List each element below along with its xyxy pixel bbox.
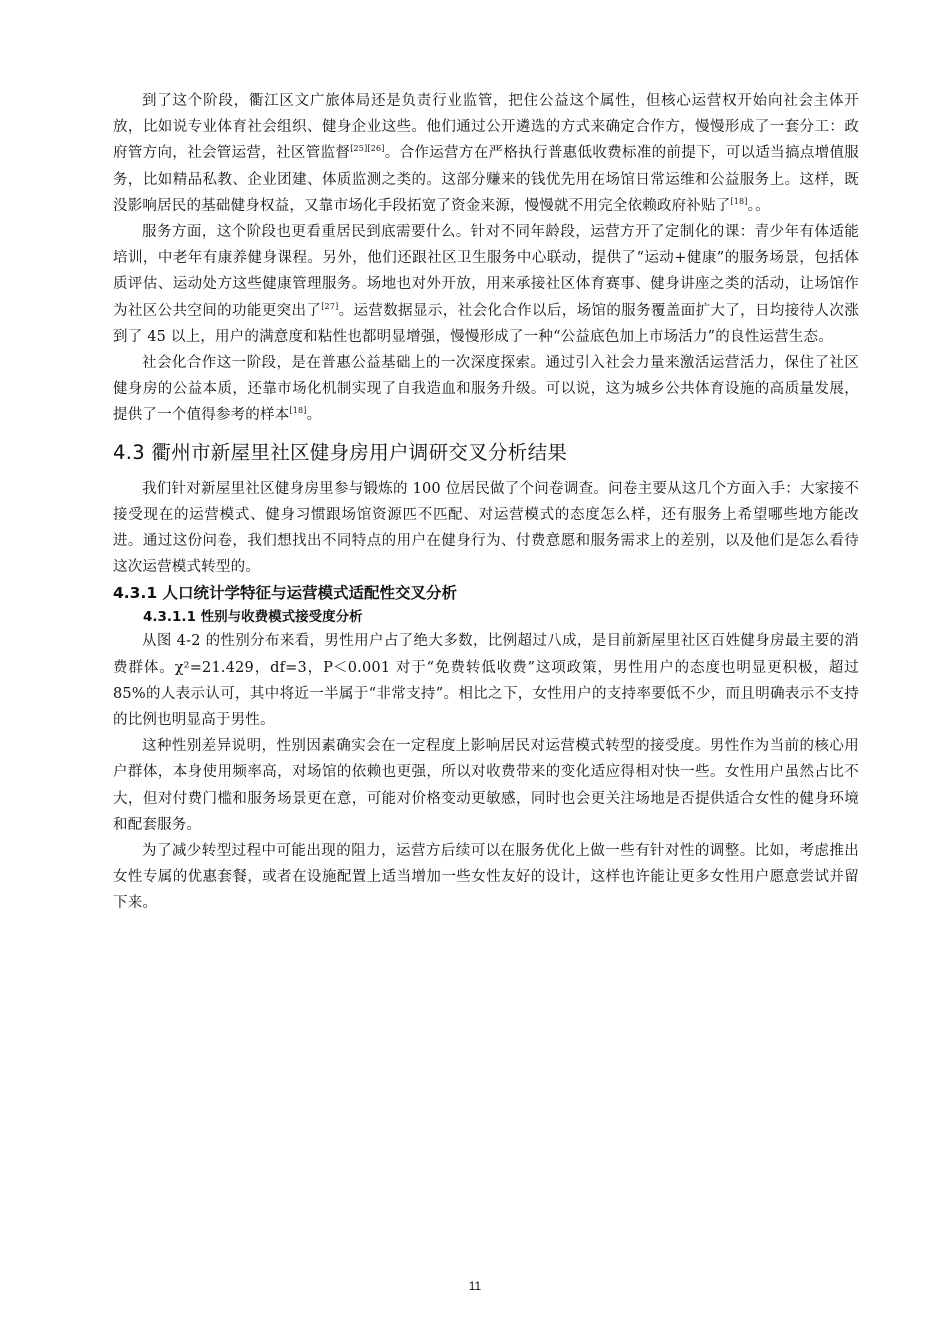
paragraph-text: 。运营数据显示，社会化合作以后，场馆的服务覆盖面扩大了，日均接待人次涨到了 45 以上，用户的满意度和粘性也都明显增强，慢慢形成了一种“公益底色加上市场活力”的良性运营生态。 bbox=[113, 302, 859, 345]
document-page bbox=[113, 88, 859, 917]
paragraph-service-optimization: 为了减少转型过程中可能出现的阻力，运营方后续可以在服务优化上做一些有针对性的调整。比如，考虑推出女性专属的优惠套餐，或者在设施配置上适当增加一些女性友好的设计，这样也许能让更多女性用户愿意尝试并留下来。 bbox=[113, 843, 859, 912]
paragraph-text: 。 bbox=[306, 407, 322, 424]
paragraph-text: 。合作运营方在严格执行普惠低收费标准的前提下，可以适当搞点增值服务，比如精品私教、企业团建、体质监测之类的。这部分赚来的钱优先用在场馆日常运维和公益服务上。这样，既没影响居民的基础健身权益，又靠市场化手段拓宽了资金来源，慢慢就不用完全依赖政府补贴了 bbox=[113, 145, 859, 214]
page-number: 11 bbox=[468, 1279, 482, 1293]
paragraph-text: 到了这个阶段，衢江区文广旅体局还是负责行业监管，把住公益这个属性，但核心运营权开始向社会主体开放，比如说专业体育社会组织、健身企业这些。他们通过公开遴选的方式来确定合作方，慢慢形成了一套分工：政府管方向，社会管运营，社区管监督 bbox=[113, 93, 859, 162]
paragraph-services bbox=[113, 219, 859, 350]
paragraph-gender-difference: 这种性别差异说明，性别因素确实会在一定程度上影响居民对运营模式转型的接受度。男性作为当前的核心用户群体，本身使用频率高，对场馆的依赖也更强，所以对收费带来的变化适应得相对快一些。女性用户虽然占比不大，但对付费门槛和服务场景更在意，可能对价格变动更敏感，同时也会更关注场地是否提供适合女性的健身环境和配套服务。 bbox=[113, 738, 859, 833]
citation: [27] bbox=[321, 301, 339, 311]
citation: [25][26] bbox=[350, 144, 385, 154]
paragraph-text: 社会化合作这一阶段，是在普惠公益基础上的一次深度探索。通过引入社会力量来激活运营活力，保住了社区健身房的公益本质，还靠市场化机制实现了自我造血和服务升级。可以说，这为城乡公共体育设施的高质量发展，提供了一个值得参考的样本 bbox=[113, 355, 859, 424]
paragraph-operation-division bbox=[113, 88, 859, 219]
paragraph-summary bbox=[113, 350, 859, 429]
paragraph-text: 。。 bbox=[747, 197, 770, 214]
section-heading-4-3-1: 4.3.1 人口统计学特征与运营模式适配性交叉分析 bbox=[113, 584, 458, 603]
paragraph-survey-intro: 我们针对新屋里社区健身房里参与锻炼的 100 位居民做了个问卷调查。问卷主要从这几个方面入手：大家接不接受现在的运营模式、健身习惯跟场馆资源匹不匹配、对运营模式的态度怎么样，还有服务上希望哪些地方能改进。通过这份问卷，我们想找出不同特点的用户在健身行为、付费意愿和服务需求上的差别，以及他们是怎么看待这次运营模式转型的。 bbox=[113, 480, 859, 576]
citation: [18] bbox=[730, 196, 748, 206]
section-heading-4-3: 4.3 衢州市新屋里社区健身房用户调研交叉分析结果 bbox=[113, 440, 568, 464]
paragraph-gender-distribution: 从图 4-2 的性别分布来看，男性用户占了绝大多数，比例超过八成，是目前新屋里社区百姓健身房最主要的消费群体。χ²=21.429，df=3，P＜0.001 对于“免费转低收费”这项政策，男性用户的态度也明显更积极，超过 85%的人表示认可，其中将近一半属于“非常支持”。相比之下，女性用户的支持率要低不少，而且明确表示不支持的比例也明显高于男性。 bbox=[113, 633, 859, 729]
paragraph-text: 服务方面，这个阶段也更看重居民到底需要什么。针对不同年龄段，运营方开了定制化的课：青少年有体适能培训，中老年有康养健身课程。另外，他们还跟社区卫生服务中心联动，提供了“运动+健康”的服务场景，包括体质评估、运动处方这些健康管理服务。场地也对外开放，用来承接社区体育赛事、健身讲座之类的活动，让场馆作为社区公共空间的功能更突出了 bbox=[113, 224, 859, 319]
citation: [18] bbox=[289, 406, 307, 416]
section-heading-4-3-1-1: 4.3.1.1 性别与收费模式接受度分析 bbox=[143, 609, 363, 626]
